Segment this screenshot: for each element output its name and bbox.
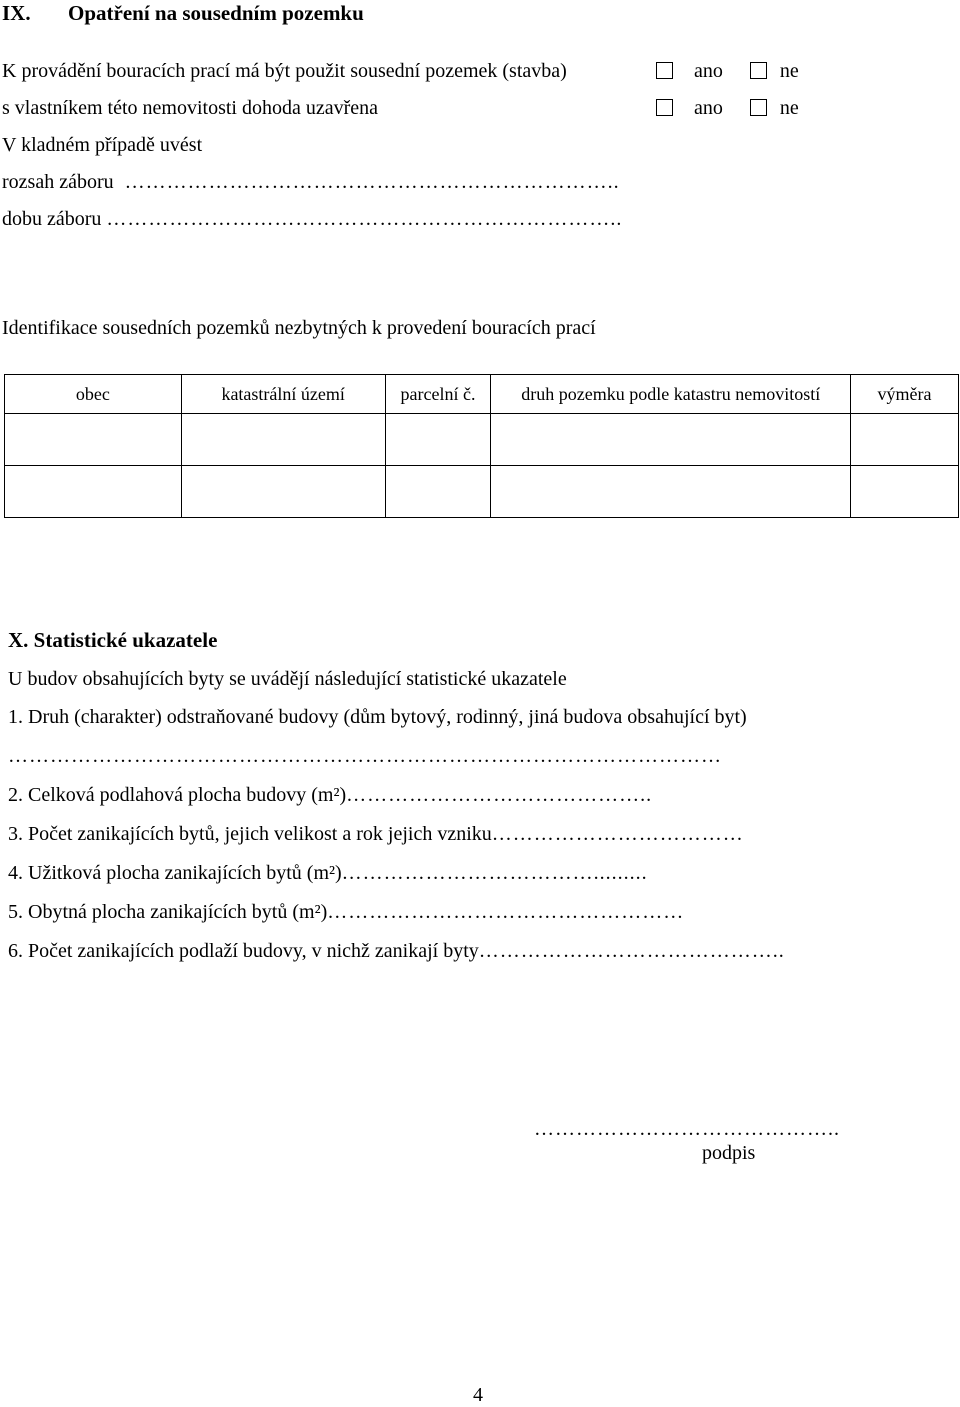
table-row: [5, 414, 959, 466]
header-cadastral-area: katastrální území: [181, 375, 385, 414]
parcels-table: [4, 374, 959, 518]
extent-label: rozsah záboru: [2, 171, 114, 193]
item-floor-area: 2. Celková podlahová plocha budovy (m²): [8, 784, 347, 806]
item-floors-count-fill[interactable]: ……………………………………..: [478, 940, 785, 962]
header-municipality: obec: [5, 375, 182, 414]
table-header-row: [5, 375, 959, 414]
item-floors-count: 6. Počet zanikajících podlaží budovy, v nichž zanikají byty: [8, 940, 479, 962]
table-cell[interactable]: [385, 414, 491, 466]
item-usable-area-fill[interactable]: ……………………………….........: [341, 862, 648, 884]
signature-fill-line[interactable]: ……………………………………..: [534, 1118, 840, 1140]
item-usable-area-line: [8, 862, 648, 885]
table-cell[interactable]: [385, 466, 491, 518]
item-living-area: 5. Obytná plocha zanikajících bytů (m²): [8, 901, 328, 923]
table-cell[interactable]: [491, 414, 851, 466]
table-cell[interactable]: [181, 466, 385, 518]
positive-case-note: V kladném případě uvést: [2, 134, 203, 156]
item-floor-area-fill[interactable]: ……………………………………..: [346, 784, 653, 806]
item-building-type: 1. Druh (charakter) odstraňované budovy (dům bytový, rodinný, jiná budova obsahující byt): [8, 706, 747, 728]
item-floor-area-line: [8, 784, 652, 807]
question-neighbor-land: K provádění bouracích prací má být použit sousední pozemek (stavba): [2, 60, 567, 82]
statistics-title: X. Statistické ukazatele: [8, 628, 218, 652]
item-living-area-line: [8, 901, 684, 924]
duration-line: [2, 208, 622, 231]
option-yes-label: ano: [694, 60, 723, 82]
section-title: Opatření na sousedním pozemku: [68, 1, 364, 25]
extent-fill-line[interactable]: ……………………………………………………………..: [124, 171, 620, 193]
statistics-intro: U budov obsahujících byty se uvádějí následující statistické ukazatele: [8, 668, 567, 690]
table-cell[interactable]: [851, 414, 959, 466]
extent-line: [2, 171, 620, 194]
page-number: 4: [473, 1384, 483, 1406]
item-usable-area: 4. Užitková plocha zanikajících bytů (m²): [8, 862, 342, 884]
neighbor-land-options: [656, 60, 799, 83]
header-parcel-number: parcelní č.: [385, 375, 491, 414]
question-agreement: s vlastníkem této nemovitosti dohoda uzavřena: [2, 97, 379, 119]
checkbox-no[interactable]: [750, 99, 767, 116]
item-flats-count: 3. Počet zanikajících bytů, jejich velikost a rok jejich vzniku: [8, 823, 492, 845]
duration-fill-line[interactable]: ………………………………………………………………..: [106, 208, 623, 230]
header-area: výměra: [851, 375, 959, 414]
table-cell[interactable]: [5, 414, 182, 466]
table-cell[interactable]: [181, 414, 385, 466]
checkbox-yes[interactable]: [656, 99, 673, 116]
item-flats-count-line: [8, 823, 744, 846]
agreement-options: [656, 97, 799, 120]
header-land-type: druh pozemku podle katastru nemovitostí: [491, 375, 851, 414]
option-no-label: ne: [779, 97, 799, 119]
duration-label: dobu záboru: [2, 208, 102, 230]
table-cell[interactable]: [5, 466, 182, 518]
table-row: [5, 466, 959, 518]
option-yes-label: ano: [694, 97, 723, 119]
item-flats-count-fill[interactable]: ………………………………: [491, 823, 744, 845]
section-number: IX.: [2, 1, 31, 25]
item-living-area-fill[interactable]: ……………………………………………: [327, 901, 685, 923]
item-floors-count-line: [8, 940, 785, 963]
signature-label: podpis: [702, 1142, 756, 1164]
option-no-label: ne: [779, 60, 799, 82]
checkbox-no[interactable]: [750, 62, 767, 79]
table-cell[interactable]: [851, 466, 959, 518]
table-cell[interactable]: [491, 466, 851, 518]
item-building-type-fill[interactable]: …………………………………………………………………………………………: [8, 745, 722, 767]
checkbox-yes[interactable]: [656, 62, 673, 79]
identification-heading: Identifikace sousedních pozemků nezbytných k provedení bouracích prací: [2, 317, 596, 339]
